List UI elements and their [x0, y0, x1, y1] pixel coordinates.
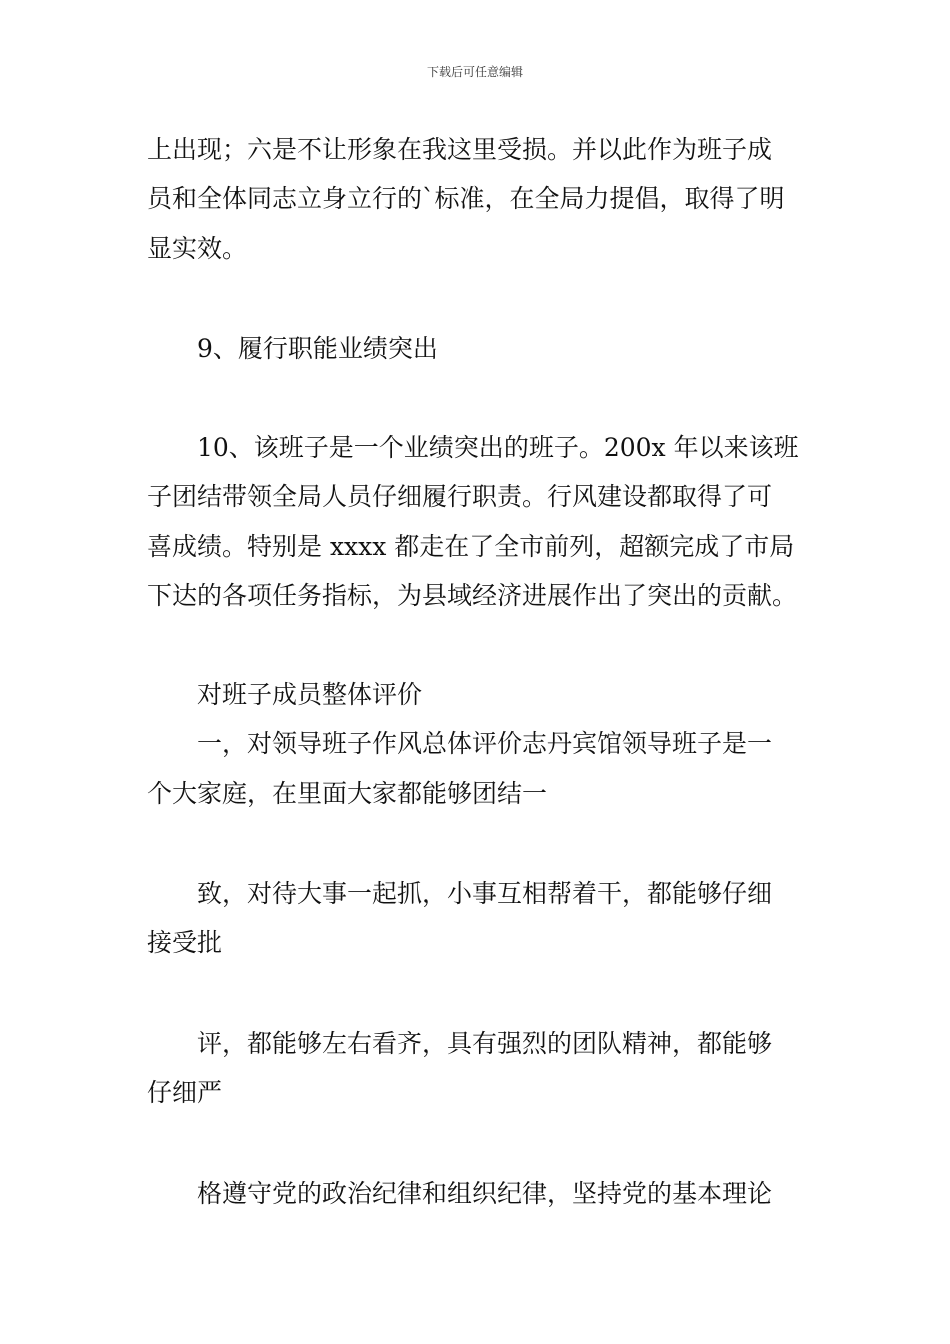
- body-line: 员和全体同志立身立行的`标准，在全局力提倡，取得了明: [147, 184, 785, 213]
- body-line: 一，对领导班子作风总体评价志丹宾馆领导班子是一: [197, 729, 773, 758]
- body-line: 喜成绩。特别是 xxxx 都走在了全市前列，超额完成了市局: [147, 532, 795, 561]
- header-note: 下载后可任意编辑: [426, 65, 523, 79]
- body-line: 上出现；六是不让形象在我这里受损。并以此作为班子成: [147, 135, 773, 164]
- body-line: 下达的各项任务指标，为县域经济进展作出了突出的贡献。: [147, 581, 798, 610]
- body-line: 个大家庭，在里面大家都能够团结一: [147, 779, 548, 808]
- body-line: 10、该班子是一个业绩突出的班子。200x 年以来该班: [197, 433, 799, 462]
- body-line: 格遵守党的政治纪律和组织纪律，坚持党的基本理论: [197, 1179, 773, 1208]
- body-line: 仔细严: [147, 1078, 223, 1107]
- body-line: 显实效。: [147, 234, 248, 263]
- body-line: 子团结带领全局人员仔细履行职责。行风建设都取得了可: [147, 482, 773, 511]
- body-line: 致，对待大事一起抓，小事互相帮着干，都能够仔细: [197, 879, 773, 908]
- section-heading: 对班子成员整体评价: [197, 680, 423, 709]
- body-line: 评，都能够左右看齐，具有强烈的团队精神，都能够: [197, 1029, 773, 1058]
- section-heading: 9、履行职能业绩突出: [197, 334, 438, 363]
- body-line: 接受批: [147, 928, 223, 957]
